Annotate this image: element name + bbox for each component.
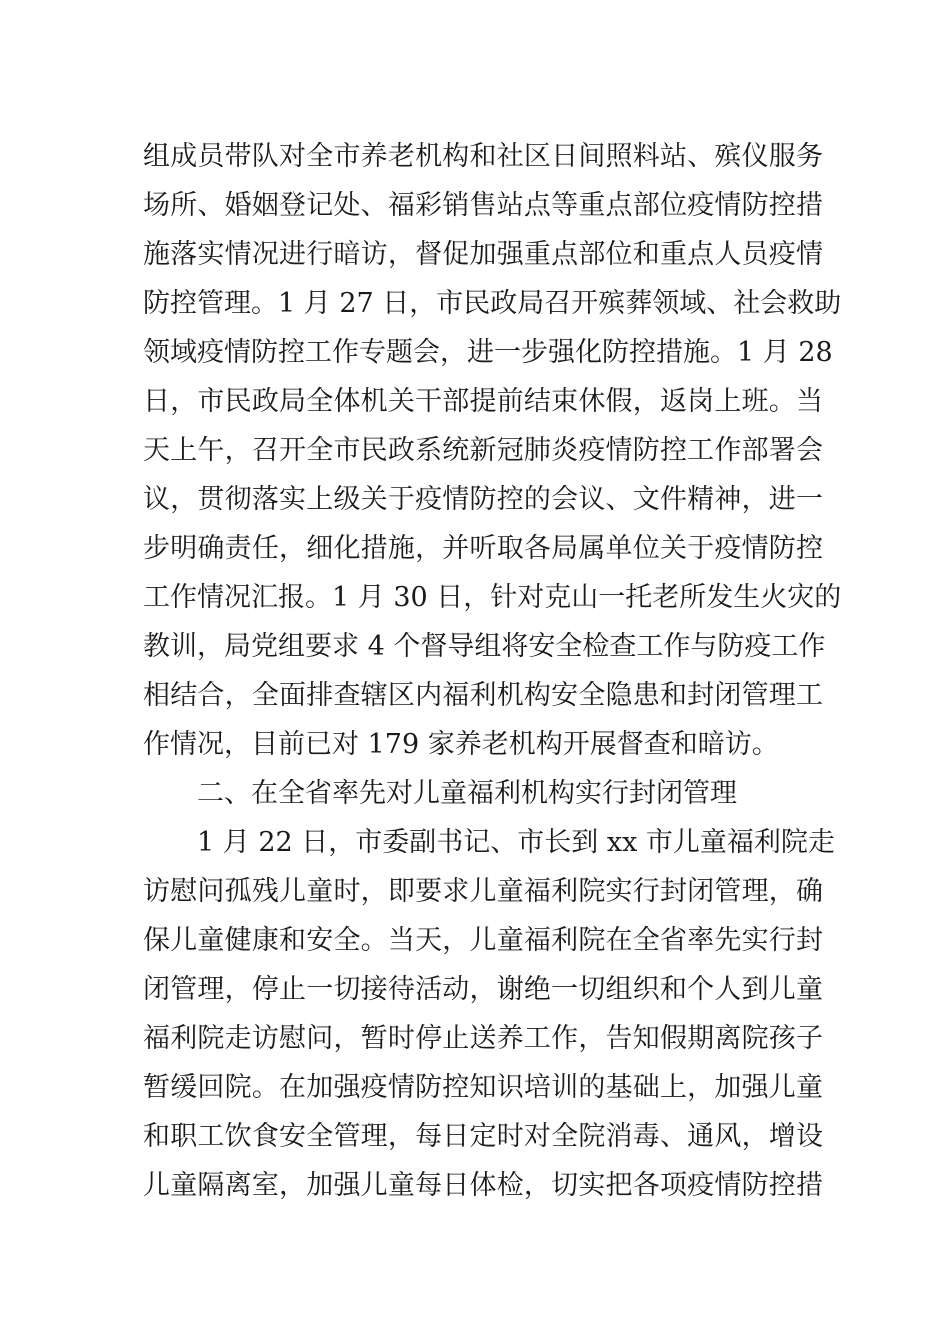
paragraph-line: 儿童隔离室，加强儿童每日体检，切实把各项疫情防控措 — [143, 1170, 823, 1201]
paragraph-line: 1 月 22 日，市委副书记、市长到 xx 市儿童福利院走 — [197, 827, 835, 858]
paragraph-line: 场所、婚姻登记处、福彩销售站点等重点部位疫情防控措 — [143, 190, 823, 221]
paragraph-line: 作情况，目前已对 179 家养老机构开展督查和暗访。 — [143, 729, 779, 760]
section-heading: 二、在全省率先对儿童福利机构实行封闭管理 — [197, 778, 737, 809]
paragraph-line: 保儿童健康和安全。当天，儿童福利院在全省率先实行封 — [143, 925, 823, 956]
paragraph-line: 议，贯彻落实上级关于疫情防控的会议、文件精神，进一 — [143, 484, 823, 515]
paragraph-line: 日，市民政局全体机关干部提前结束休假，返岗上班。当 — [143, 386, 823, 417]
paragraph-line: 和职工饮食安全管理，每日定时对全院消毒、通风，增设 — [143, 1121, 823, 1152]
paragraph-line: 防控管理。1 月 27 日，市民政局召开殡葬领域、社会救助 — [143, 288, 842, 319]
paragraph-line: 施落实情况进行暗访，督促加强重点部位和重点人员疫情 — [143, 239, 823, 270]
paragraph-line: 访慰问孤残儿童时，即要求儿童福利院实行封闭管理，确 — [143, 876, 823, 907]
paragraph-line: 组成员带队对全市养老机构和社区日间照料站、殡仪服务 — [143, 141, 823, 172]
paragraph-line: 福利院走访慰问，暂时停止送养工作，告知假期离院孩子 — [143, 1023, 823, 1054]
paragraph-line: 领域疫情防控工作专题会，进一步强化防控措施。1 月 28 — [143, 337, 833, 368]
paragraph-line: 步明确责任，细化措施，并听取各局属单位关于疫情防控 — [143, 533, 823, 564]
paragraph-line: 教训，局党组要求 4 个督导组将安全检查工作与防疫工作 — [143, 631, 826, 662]
paragraph-line: 闭管理，停止一切接待活动，谢绝一切组织和个人到儿童 — [143, 974, 823, 1005]
paragraph-line: 工作情况汇报。1 月 30 日，针对克山一托老所发生火灾的 — [143, 582, 842, 613]
paragraph-line: 相结合，全面排查辖区内福利机构安全隐患和封闭管理工 — [143, 680, 823, 711]
paragraph-line: 暂缓回院。在加强疫情防控知识培训的基础上，加强儿童 — [143, 1072, 823, 1103]
paragraph-line: 天上午，召开全市民政系统新冠肺炎疫情防控工作部署会 — [143, 435, 823, 466]
